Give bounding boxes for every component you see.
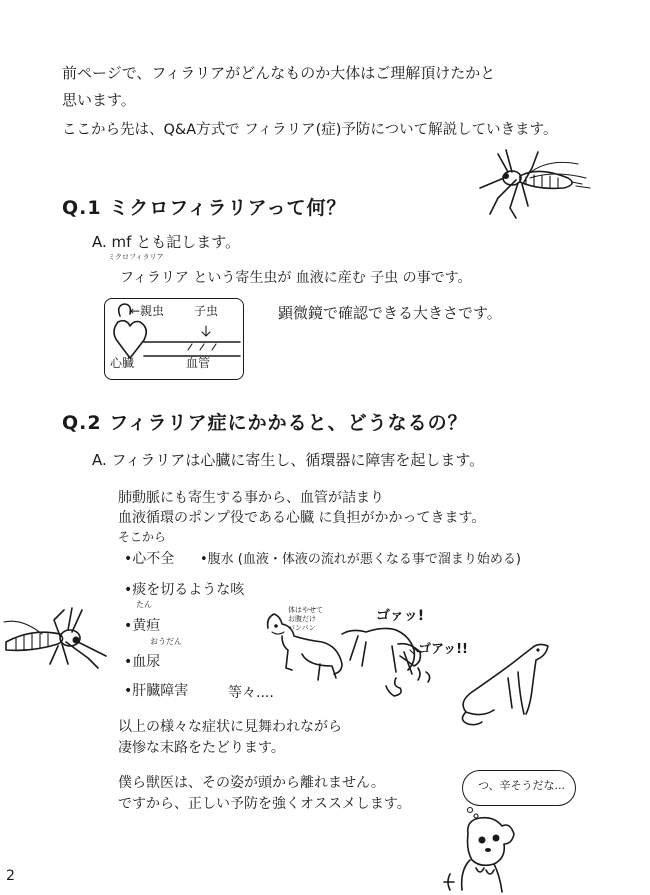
mosquito-illustration-left [2, 606, 114, 668]
q1-ruby: ミクロフィラリア [108, 253, 164, 261]
q1-answer: A. mf とも記します。 [92, 233, 240, 251]
symptom-hematuria: •血尿 [124, 654, 161, 670]
intro-line-3: ここから先は、Q&A方式で フィラリア(症)予防について解説していきます。 [62, 122, 558, 138]
symptom-cough: •痰を切るような咳 [124, 582, 245, 598]
vessel-label: 血管 [186, 356, 211, 370]
belly-note-line2: お腹だけ [288, 615, 316, 624]
symptom-liver: •肝臓障害 [124, 683, 189, 699]
q2-answer: A. フィラリアは心臓に寄生し、循環器に障害を起します。 [92, 451, 485, 469]
intro-line-2: 思います。 [62, 91, 136, 109]
vet-dog-illustration [440, 804, 530, 894]
mosquito-illustration-top [468, 148, 598, 218]
page-number: 2 [6, 868, 15, 884]
q2-para1-line3: そこから [118, 530, 167, 544]
parent-worm-label: ←親虫 [130, 304, 165, 318]
q2-para3-line1: 僕ら獣医は、その姿が頭から離れません。 [118, 775, 385, 791]
etc-text: 等々.... [228, 685, 274, 701]
q2-para3-line2: ですから、正しい予防を強くオススメします。 [118, 796, 411, 812]
intro-line-1: 前ページで、フィラリアがどんなものか大体はご理解頂けたかと [62, 64, 496, 82]
microscope-note: 顕微鏡で確認できる大きさです。 [278, 304, 502, 322]
q2-para2-line1: 以上の様々な症状に見舞われながら [118, 719, 342, 735]
q1-title: Q.1 ミクロフィラリアって何？ [62, 197, 347, 219]
larva-label: 子虫 [194, 304, 219, 318]
heart-label: 心臓 [110, 356, 135, 370]
sound-effect-1: ゴァッ! [376, 608, 425, 624]
belly-note-line3: パンパン [288, 624, 316, 633]
symptom-ascites: •腹水 (血液・体液の流れが悪くなる事で溜まり始める) [200, 552, 521, 567]
belly-note-line1: 体はやせて [288, 606, 323, 614]
ruby-tan: たん [136, 600, 152, 609]
symptom-jaundice: •黄疸 [124, 618, 161, 634]
belly-note [288, 606, 323, 633]
q2-para2-line2: 凄惨な末路をたどります。 [118, 740, 285, 756]
q2-para1-line1: 肺動脈にも寄生する事から、血管が詰まり [118, 490, 384, 506]
symptom-heart-failure: •心不全 [124, 551, 175, 567]
q2-title: Q.2 フィラリア症にかかると、どうなるの？ [62, 412, 468, 434]
ruby-oudan: おうだん [150, 637, 182, 646]
sound-effect-2: ゴアッ!! [418, 642, 468, 657]
q2-para1-line2: 血液循環のポンプ役である心臓 に負担がかかってきます。 [118, 510, 486, 526]
speech-bubble-text: つ、辛そうだな... [478, 779, 566, 792]
q1-detail: フィラリア という寄生虫が 血液に産む 子虫 の事です。 [120, 270, 472, 286]
